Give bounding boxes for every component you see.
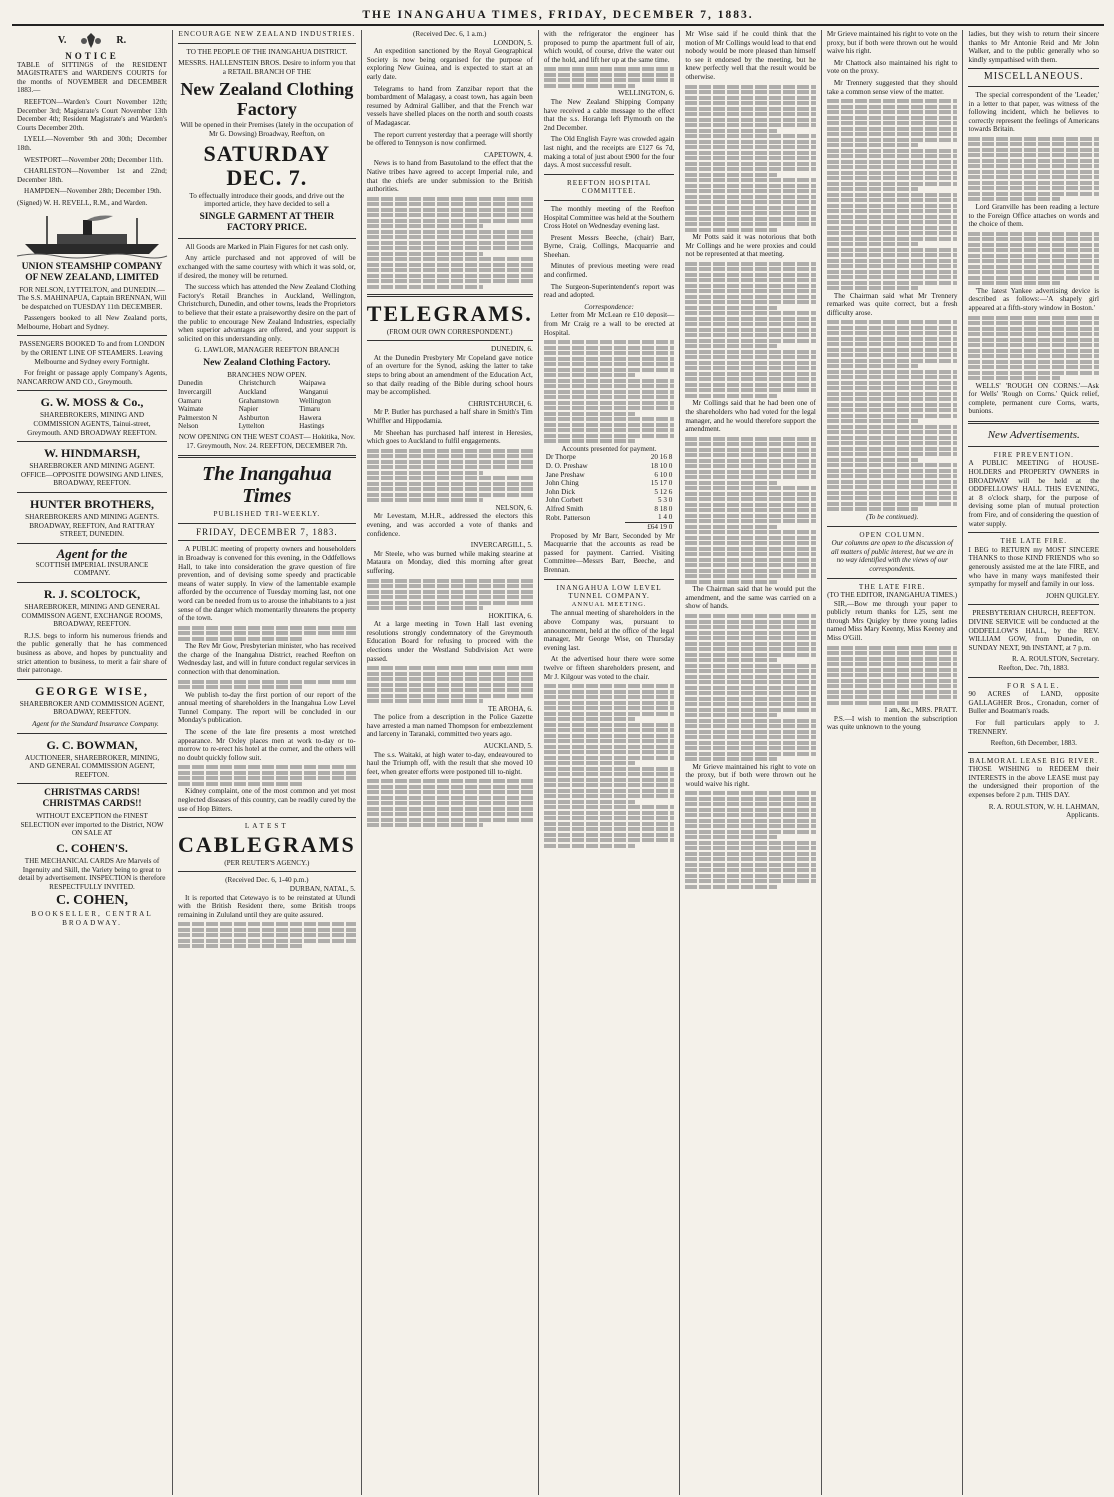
saturday-date: SATURDAY DEC. 7. bbox=[203, 140, 331, 190]
cable-body: It is reported that Cetewayo is to be reinstated at Ulundi with the British Resident there, some British troops remaining in Zululand until they are quite assured. bbox=[178, 893, 356, 919]
table-row bbox=[544, 471, 675, 480]
sitting-westport: WESTPORT—November 20th; December 11th. bbox=[24, 155, 164, 164]
dateline: INVERCARGILL, 5. bbox=[470, 541, 533, 550]
bowman-name: G. C. BOWMAN, bbox=[46, 737, 138, 752]
editorial-para: We publish to-day the first portion of our report of the annual meeting of shareholders in the Inangahua Low Level Tunnel Company. The report will be concluded in our Monday's publication. bbox=[178, 690, 356, 725]
account-amount: 5 12 6 bbox=[654, 487, 673, 496]
open-column-title: OPEN COLUMN. bbox=[859, 530, 925, 539]
lawlor: G. LAWLOR, MANAGER REEFTON BRANCH bbox=[194, 346, 340, 355]
tunnel-para: Mr Potts said it was notorious that both Mr Collings and he were proxies and could not be represented at that meeting. bbox=[685, 233, 816, 259]
table-row bbox=[544, 505, 675, 514]
table-row bbox=[544, 479, 675, 488]
for-sale-title: FOR SALE. bbox=[1006, 681, 1061, 690]
tunnel-para: Mr Grieve maintained his right to vote on the proxy, but if both were thrown out he would waive his right. bbox=[826, 30, 958, 56]
editorial-para: Kidney complaint, one of the most common and yet most neglected diseases of this country, can be readily cured by the use of Hop Bitters. bbox=[178, 787, 356, 813]
hindmarsh-body: SHAREBROKER AND MINING AGENT. OFFICE—OPPOSITE DOWSING AND LINES, BROADWAY, REEFTON. bbox=[20, 462, 164, 488]
news-para: Telegrams to hand from Zanzibar report that the bombardment of Malagasy, a coast town, has again been resumed by Admiral Galliber, and that the French war vessels have shelled places on the north and south coasts of Madagascar. bbox=[366, 84, 533, 127]
news-para: with the refrigerator the engineer has proposed to pump the apartment full of air, which would, of course, drive the water out of the hold, and lift her up at the same time. bbox=[543, 30, 675, 64]
hospital-para: Proposed by Mr Barr, Seconded by Mr Macquarrie that the accounts as read be passed for payment. Carried. Visiting Committee—Messrs Barr, Beeche, and Brennan. bbox=[543, 531, 675, 575]
news-para: Mr P. Butler has purchased a half share in Smith's Tim Whiffler and Hippodamia. bbox=[366, 408, 533, 426]
to-editor: (TO THE EDITOR, INANGAHUA TIMES.) bbox=[827, 591, 958, 600]
scoltock-name: R. J. SCOLTOCK, bbox=[43, 586, 141, 601]
branch-item: Ashburton bbox=[238, 413, 269, 422]
applicants-sign: R. A. ROULSTON, W. H. LAHMAN, Applicants. bbox=[988, 802, 1100, 820]
branch-item: Hastings bbox=[299, 422, 325, 431]
editorial-para: The scene of the late fire presents a most wretched appearance. Mr Oxley places men at work to-day or to-morrow to re-erect his hotel at the corner, and the others will no doubt quickly follow suit. bbox=[178, 728, 356, 762]
news-para: The report current yesterday that a peerage will shortly be offered to Tennyson is now confirmed. bbox=[366, 130, 533, 148]
branch-item: Auckland bbox=[238, 388, 267, 397]
misc-para: The special correspondent of the 'Leader,' in a letter to that paper, was witness of the following incident, which he believes to correctly represent the feelings of Americans towards Britain. bbox=[968, 90, 1100, 134]
column-5 bbox=[680, 30, 822, 1495]
scoltock-body: SHAREBROKER, MINING AND GENERAL COMMISSON AGENT, EXCHANGE ROOMS, BROADWAY, REEFTON. bbox=[21, 602, 163, 629]
new-advertisements: New Advertisements. bbox=[987, 428, 1080, 441]
branch-item: Waimate bbox=[178, 405, 204, 414]
letter-cont: ladies, but they wish to return their sincere thanks to Mr Antonie Reid and Mr John Walker, and to the public generally who so kindly sympathised with them. bbox=[968, 30, 1100, 64]
account-amount: 18 10 0 bbox=[650, 461, 673, 470]
branch-item: Oamaru bbox=[178, 396, 202, 405]
column-4 bbox=[539, 30, 681, 1495]
passengers-note: For freight or passage apply Company's Agents, NANCARROW AND CO., Greymouth. bbox=[17, 369, 167, 386]
hunter-body: SHAREBROKERS AND MINING AGENTS. BROADWAY, REEFTON, And RATTRAY STREET, DUNEDIN. bbox=[25, 513, 159, 539]
news-para: Mr Levestam, M.H.R., addressed the electors this evening, and was accorded a vote of thanks and confidence. bbox=[366, 512, 533, 538]
branch-item: Nelson bbox=[178, 422, 199, 431]
cohen-addr: BOOKSELLER, CENTRAL BROADWAY. bbox=[31, 910, 153, 928]
column-2 bbox=[173, 30, 362, 1495]
presbyterian-title: PRESBYTERIAN CHURCH, REEFTON. bbox=[972, 609, 1096, 618]
dateline: WELLINGTON, 6. bbox=[617, 89, 675, 98]
accounts-head: Accounts presented for payment. bbox=[561, 444, 657, 453]
account-amount: 5 3 0 bbox=[657, 496, 673, 505]
balmoral-body: THOSE WISHING to REDEEM their INTERESTS in the above LEASE must pay the undersigned their proportion of the expenses before 2 p.m. THIS DAY. bbox=[968, 765, 1100, 800]
dateline: AUCKLAND, 5. bbox=[483, 742, 533, 750]
branch-item: Dunedin bbox=[178, 379, 203, 388]
column-3 bbox=[362, 30, 539, 1495]
account-amount: 1 4 0 bbox=[657, 513, 673, 522]
table-row bbox=[544, 496, 675, 505]
union-note: Passengers booked to all New Zealand ports, Melbourne, Hobart and Sydney. bbox=[17, 314, 167, 331]
misc-para: 'The latest Yankee advertising device is described as follows:—'A shapely girl appeared at a fifth-story window in Boston.' bbox=[968, 286, 1100, 312]
notice-signed: (Signed) W. H. REVELL, R.M., and Warden. bbox=[17, 198, 148, 207]
branch-item: Christchurch bbox=[238, 379, 276, 388]
table-row bbox=[544, 488, 675, 497]
letter-body: SIR,—Bow me through your paper to publicly return thanks for L25, sent me through Mrs Quigley by three young ladies named Miss Mary Keenny, Miss Keeney and Miss O'Gill. bbox=[826, 599, 958, 643]
intro-text: To effectually introduce their goods, and drive out the imported article, they have decided to sell a bbox=[189, 191, 345, 209]
bowman-body: AUCTIONEER, SHAREBROKER, MINING, AND GENERAL COMMISSION AGENT, REEFTON. bbox=[24, 753, 160, 779]
single-garment: SINGLE GARMENT AT THEIR FACTORY PRICE. bbox=[199, 211, 335, 233]
cohen-body: THE MECHANICAL CARDS Are Marvels of Ingenuity and Skill, the Variety being to great to detail by advertisement. INSPECTION is therefore RESPECTFULLY INVITED. bbox=[18, 857, 166, 891]
dateline: NELSON, 6. bbox=[495, 503, 533, 512]
correspondence-head: Correspondence: bbox=[584, 302, 634, 311]
agent-title: Agent for the bbox=[56, 545, 128, 561]
hospital-para: Present Messrs Beeche, (chair) Barr, Byrne, Craig, Collings, Macquarrie and Sheehan. bbox=[543, 233, 675, 259]
masthead bbox=[12, 6, 1104, 26]
telegrams-title: TELEGRAMS. bbox=[366, 300, 533, 326]
cablegrams-title: CABLEGRAMS bbox=[178, 831, 356, 857]
success-text: The success which has attended the New Zealand Clothing Factory's Retail Branches in Auckland, Wellington, Christchurch, Dunedin, and other towns, leads the Proprietors to believe that their estate a praiseworthy desire on the part of the public to encourage New Zealand Industries, especially when superior advantages are offered, and your support is solicited on this understanding only. bbox=[178, 283, 356, 343]
nz-clothing-title: New Zealand Clothing Factory bbox=[180, 79, 354, 120]
late-fire-title: THE LATE FIRE. bbox=[858, 582, 926, 591]
table-row bbox=[544, 513, 675, 522]
xmas-title: CHRISTMAS CARDS! CHRISTMAS CARDS!! bbox=[42, 788, 142, 810]
news-para: At the Dunedin Presbytery Mr Copeland gave notice of an overture for the Synod, asking the latter to take steps to bring about an amendment of the Education Act, so that daily reading of the Bible during school hours may be accomplished. bbox=[366, 353, 533, 397]
published-line: PUBLISHED TRI-WEEKLY. bbox=[213, 510, 321, 519]
late-fire-ad-title: THE LATE FIRE. bbox=[1000, 537, 1067, 546]
wise-name: GEORGE WISE, bbox=[35, 683, 149, 698]
news-para: At a large meeting in Town Hall last evening resolutions strongly condemnatory of the Greymouth Education Board for refusing to proceed with the elections under the Westland Subdivision Act were passed. bbox=[366, 620, 533, 663]
accounts-total: £64 19 0 bbox=[625, 523, 674, 532]
branch-item: Timaru bbox=[299, 405, 321, 414]
vr-v: V. bbox=[57, 34, 67, 46]
account-amount: 20 16 8 bbox=[650, 453, 673, 462]
open-column-note: Our columns are open to the discussion of all matters of public interest, but we are in no way identified with the views of our correspondents. bbox=[831, 539, 954, 573]
late-fire-ad-body: I BEG to RETURN my MOST SINCERE THANKS to those KIND FRIENDS who so generously assisted me at the late FIRE, and who have in many ways manifested their sympathy for myself and family in our loss. bbox=[968, 545, 1100, 589]
news-para: The New Zealand Shipping Company have received a cable message to the effect that the s.s. Horanga left Plymouth on the 2nd December. bbox=[543, 97, 675, 132]
column-1 bbox=[12, 30, 173, 1495]
branch-item: Grahamstown bbox=[238, 396, 279, 405]
notice-title: NOTICE bbox=[65, 51, 119, 61]
hospital-para: Letter from Mr McLean re £10 deposit—from Mr Craig re a wall to be erected at Hospital. bbox=[543, 311, 675, 337]
dateline: TE AROHA, 6. bbox=[488, 704, 533, 713]
tunnel-para: Mr Grieve maintained his right to vote on the proxy, but if both were thrown out he would waive his right. bbox=[685, 762, 816, 788]
passengers-body: PASSENGERS BOOKED To and from LONDON by the ORIENT LINE OF STEAMERS. Leaving Melbourne and Sydney every Fortnight. bbox=[19, 340, 165, 366]
columns bbox=[12, 30, 1104, 1495]
hunter-name: HUNTER BROTHERS, bbox=[29, 497, 155, 511]
cablegrams-latest: LATEST bbox=[244, 822, 289, 831]
sitting-charleston: CHARLESTON—November 1st and 22nd; December 18th. bbox=[17, 167, 167, 184]
tunnel-para: Mr Collings said that he had been one of the shareholders who had voted for the legal manager, and he would therefore support the amendment. bbox=[685, 399, 816, 434]
branches-title: BRANCHES NOW OPEN. bbox=[227, 370, 307, 379]
branch-item: Napier bbox=[238, 405, 259, 414]
cable-dateline: DURBAN, NATAL, 5. bbox=[289, 884, 356, 893]
account-name: D. O. Preshaw bbox=[545, 461, 588, 470]
sitting-reefton: REEFTON—Warden's Court November 12th; December 3rd; Magistrate's Court November 13th December 4th; Resident Magistrate's and Warden's Courts December 20th. bbox=[17, 97, 167, 132]
issue-date: FRIDAY, DECEMBER 7, 1883. bbox=[196, 526, 338, 537]
nzcf-branch-title: New Zealand Clothing Factory. bbox=[203, 357, 331, 368]
union-title: UNION STEAMSHIP COMPANY OF NEW ZEALAND, LIMITED bbox=[21, 261, 163, 283]
letter-signed: I am, &c., MRS. PRATT. bbox=[884, 706, 958, 715]
account-name: Alfred Smith bbox=[545, 504, 584, 513]
news-para: Mr Steele, who was burned while making stearine at Mataura on Monday, died this morning after great suffering. bbox=[366, 549, 533, 575]
for-sale-body: 90 ACRES of LAND, opposite GALLAGHER Bros., Cronadun, corner of Buller and Boatman's roads. bbox=[968, 690, 1100, 716]
for-sale-apply: For full particulars apply to J. TRENNERY. bbox=[968, 718, 1100, 736]
dateline: CAPETOWN, 4. bbox=[483, 150, 533, 159]
branch-item: Palmerston N bbox=[178, 413, 218, 422]
letter-ps: P.S.—I wish to mention the subscription was quite unknown to the young bbox=[826, 714, 958, 732]
branch-item: Hawera bbox=[299, 413, 322, 422]
agent-body: SCOTTISH IMPERIAL INSURANCE COMPANY. bbox=[35, 560, 149, 578]
fire-prevention-body: A PUBLIC MEETING of HOUSE-HOLDERS and PROPERTY OWNERS in BROADWAY will be held at the ODDFELLOWS' HALL THIS EVENING, at 8 o'clock sharp, for the purpose of devising some plan of mutual protection from Fire, and of considering the question of water supply. bbox=[968, 459, 1100, 528]
to-people: TO THE PEOPLE OF THE INANGAHUA DISTRICT. bbox=[186, 47, 348, 56]
west-coast: NOW OPENING ON THE WEST COAST— Hokitika, Nov. 17. Greymouth, Nov. 24. REEFTON, DECEMBER 7th. bbox=[178, 433, 355, 450]
union-body: FOR NELSON, LYTTELTON, and DUNEDIN.— The S.S. MAHINAPUA, Captain BRENNAN, Will be despatched on TUESDAY 11th DECEMBER. bbox=[17, 285, 167, 311]
hospital-para: Minutes of previous meeting were read and confirmed. bbox=[543, 262, 675, 280]
dateline: HOKITIKA, 6. bbox=[488, 611, 533, 620]
tunnel-para: Mr Chattock also maintained his right to vote on the proxy. bbox=[826, 58, 958, 76]
opened-text: Will be opened in their Premises (lately in the occupation of Mr G. Dowsing) Broadway, Reefton, on bbox=[180, 121, 354, 138]
account-amount: 6 10 0 bbox=[654, 470, 673, 479]
account-name: Dr Thorpe bbox=[545, 453, 576, 462]
presbyterian-body: DIVINE SERVICE will be conducted at the ODDFELLOW'S HALL, by the REV. WILLIAM GOW, from Dunedin, on SUNDAY NEXT, 9th INSTANT, at 7 p.m. bbox=[968, 617, 1100, 652]
account-amount: 8 18 0 bbox=[654, 504, 673, 513]
fire-prevention-title: FIRE PREVENTION. bbox=[993, 450, 1074, 459]
moss-name: G. W. MOSS & Co., bbox=[40, 395, 144, 410]
xmas-body: WITHOUT EXCEPTION the FINEST SELECTION ever imported to the District, NOW ON SALE AT bbox=[20, 812, 164, 838]
news-para: The Old English Fayre was crowded again last night, and the receipts are £127 6s 7d, making a total of just about £900 for the four days. A most successful result. bbox=[543, 135, 675, 170]
sitting-hampden: HAMPDEN—November 28th; December 19th. bbox=[24, 187, 162, 196]
exchange-text: Any article purchased and not approved of will be exchanged with the same courtesy with which it was sold, or, if desired, the money will be returned. bbox=[178, 254, 356, 280]
account-amount: 15 17 0 bbox=[650, 479, 673, 488]
wise-note: Agent for the Standard Insurance Company. bbox=[32, 719, 159, 728]
dateline: CHRISTCHURCH, 6. bbox=[468, 399, 533, 408]
cohen-name: C. COHEN'S. bbox=[56, 841, 128, 856]
accounts-table bbox=[544, 453, 675, 531]
branch-item: Invercargill bbox=[178, 388, 212, 397]
roulston-date: Reefton, Dec. 7th, 1883. bbox=[998, 663, 1069, 672]
news-para: News is to hand from Basutoland to the effect that the Native tribes have agreed to accept Imperial rule, and that the chiefs are under submission to the British authorities. bbox=[366, 159, 533, 194]
wise-body: SHAREBROKER AND COMMISSION AGENT, BROADWAY, REEFTON. bbox=[19, 699, 165, 717]
news-para: The s.s. Waitaki, at high water to-day, endeavoured to haul the Triumph off, with the result that she moved 10 feet, when greater efforts were postponed till to-night. bbox=[366, 750, 533, 776]
column-7 bbox=[963, 30, 1104, 1495]
tunnel-para: At the advertised hour there were some twelve or fifteen shareholders present, and Mr J. Kilgour was voted to the chair. bbox=[543, 655, 675, 681]
hospital-para: The monthly meeting of the Reefton Hospital Committee was held at the Southern Cross Hotel on Wednesday evening last. bbox=[543, 204, 675, 231]
account-name: Jane Preshaw bbox=[545, 470, 585, 479]
cable-received: (Received Dec. 6, 1-40 p.m.) bbox=[225, 876, 309, 885]
masthead-title: THE INANGAHUA TIMES, FRIDAY, DECEMBER 7, 1883. bbox=[362, 9, 754, 21]
balmoral-title: BALMORAL LEASE BIG RIVER. bbox=[969, 756, 1099, 765]
hospital-para: The Surgeon-Superintendent's report was read and adopted. bbox=[543, 282, 675, 300]
for-sale-date: Reefton, 6th December, 1883. bbox=[990, 739, 1077, 748]
branches-grid bbox=[178, 379, 356, 431]
account-name: John Dick bbox=[545, 487, 576, 496]
news-para: Mr Sheehan has purchased half interest in Heresies, which goes to Auckland to fulfil engagements. bbox=[366, 428, 533, 446]
telegrams-credit: (FROM OUR OWN CORRESPONDENT.) bbox=[386, 327, 513, 336]
hindmarsh-name: W. HINDMARSH, bbox=[44, 446, 140, 461]
hallenstein: MESSRS. HALLENSTEIN BROS. Desire to inform you that a RETAIL BRANCH OF THE bbox=[178, 59, 356, 76]
account-name: John Corbett bbox=[545, 496, 583, 505]
steamship-icon bbox=[17, 212, 167, 258]
paper-nameplate: The Inangahua Times bbox=[202, 463, 332, 508]
news-para: An expedition sanctioned by the Royal Geographical Society is now being organised for the purpose of exploring New Guinea, and is expected to start at an early date. bbox=[366, 47, 533, 81]
tunnel-sub: ANNUAL MEETING. bbox=[571, 600, 647, 608]
encourage-heading: ENCOURAGE NEW ZEALAND INDUSTRIES. bbox=[178, 30, 356, 38]
branch-item: Waipawa bbox=[299, 379, 326, 388]
tunnel-para: The annual meeting of shareholders in the above Company was, pursuant to announcement, held at the office of the legal manager, Mr George Wise, on Thursday evening last. bbox=[543, 609, 675, 652]
account-name: Robt. Patterson bbox=[545, 513, 591, 522]
misc-title: MISCELLANEOUS. bbox=[983, 71, 1084, 83]
hospital-title: REEFTON HOSPITAL COMMITTEE. bbox=[566, 178, 652, 196]
royal-arms bbox=[17, 32, 167, 50]
moss-body: SHAREBROKERS, MINING AND COMMISSION AGENTS, Tainui-street, Greymouth. AND BROADWAY REEFTON. bbox=[27, 411, 157, 437]
branch-item: Lyttelton bbox=[238, 422, 265, 431]
misc-para: Lord Granville has been reading a lecture to the Foreign Office attaches on words and the choice of them. bbox=[968, 202, 1100, 229]
news-para: The police from a description in the Police Gazette have arrested a man named Thompson for embezzlement and larceny in Taranaki, committed two years ago. bbox=[366, 713, 533, 739]
tunnel-para: Mr Trennery suggested that they should take a common sense view of the matter. bbox=[826, 78, 958, 96]
plain-figures: All Goods are Marked in Plain Figures for net cash only. bbox=[185, 242, 349, 251]
tunnel-para: The Chairman said that he would put the amendment, and the same was carried on a show of hands. bbox=[685, 585, 816, 611]
coat-of-arms-icon bbox=[80, 32, 102, 50]
misc-para: WELLS' 'ROUGH ON CORNS.'—Ask for Wells' 'Rough on Corns.' Quick relief, complete, permanent cure Corns, warts, bunions. bbox=[968, 381, 1100, 416]
branch-item: Wellington bbox=[299, 396, 331, 405]
vr-r: R. bbox=[116, 34, 127, 46]
editorial-para: The Rev Mr Gow, Presbyterian minister, who has received the charge of the Inangahua District, reached Reefton on Wednesday last, and will in future conduct regular services in connection with that denomination. bbox=[178, 642, 356, 677]
dateline: DUNEDIN, 6. bbox=[491, 345, 533, 354]
editorial-para: A PUBLIC meeting of property owners and householders in Broadway is convened for this evening, in the Oddfellows Hall, to take into consideration the grave question of fire prevention, and of devising some speedy and practicable means of water supply. In view of the lamentable example afforded by the occurrence of Tuesday morning last, not one word can be needed from us to arouse the inhabitants to a just sense of the danger which momentarily threatens the property of the town. bbox=[178, 545, 356, 623]
scoltock-note: R.J.S. begs to inform his numerous friends and the public generally that he has commenced business as above, and hopes by punctuality and strict attention to business, to merit a fair share of their patronage. bbox=[17, 631, 167, 675]
tunnel-para: Mr Wise said if he could think that the motion of Mr Collings would lead to that end nobody would be more pleased than himself to see it endorsed by the meeting, but he knew perfectly well that the result would be otherwise. bbox=[685, 30, 816, 81]
received: (Received Dec. 6, 1 a.m.) bbox=[413, 30, 487, 38]
cohen-sign: C. COHEN, bbox=[56, 893, 128, 909]
to-be-continued: (To be continued). bbox=[866, 512, 919, 521]
tunnel-para: The Chairman said what Mr Trennery remarked was quite correct, but a fresh difficulty arose. bbox=[826, 291, 958, 317]
sitting-lyell: LYELL—November 9th and 30th; December 18th. bbox=[17, 135, 167, 152]
tunnel-title: INANGAHUA LOW LEVEL TUNNEL COMPANY. bbox=[556, 583, 662, 601]
column-6 bbox=[822, 30, 964, 1495]
table-row bbox=[544, 453, 675, 462]
branch-item: Wanganui bbox=[299, 388, 329, 397]
account-name: John Ching bbox=[545, 479, 579, 488]
table-row bbox=[544, 462, 675, 471]
quigley-sign: JOHN QUIGLEY. bbox=[1046, 591, 1100, 600]
table-row bbox=[544, 523, 675, 532]
cable-credit: (PER REUTER'S AGENCY.) bbox=[224, 858, 310, 867]
notice-body: TABLE of SITTINGS of the RESIDENT MAGISTRATE'S and WARDEN'S COURTS for the months of NOVEMBER and DECEMBER 1883.— bbox=[17, 60, 167, 95]
roulston-sign: R. A. ROULSTON, Secretary. bbox=[1011, 655, 1100, 664]
dateline: LONDON, 5. bbox=[493, 38, 533, 47]
